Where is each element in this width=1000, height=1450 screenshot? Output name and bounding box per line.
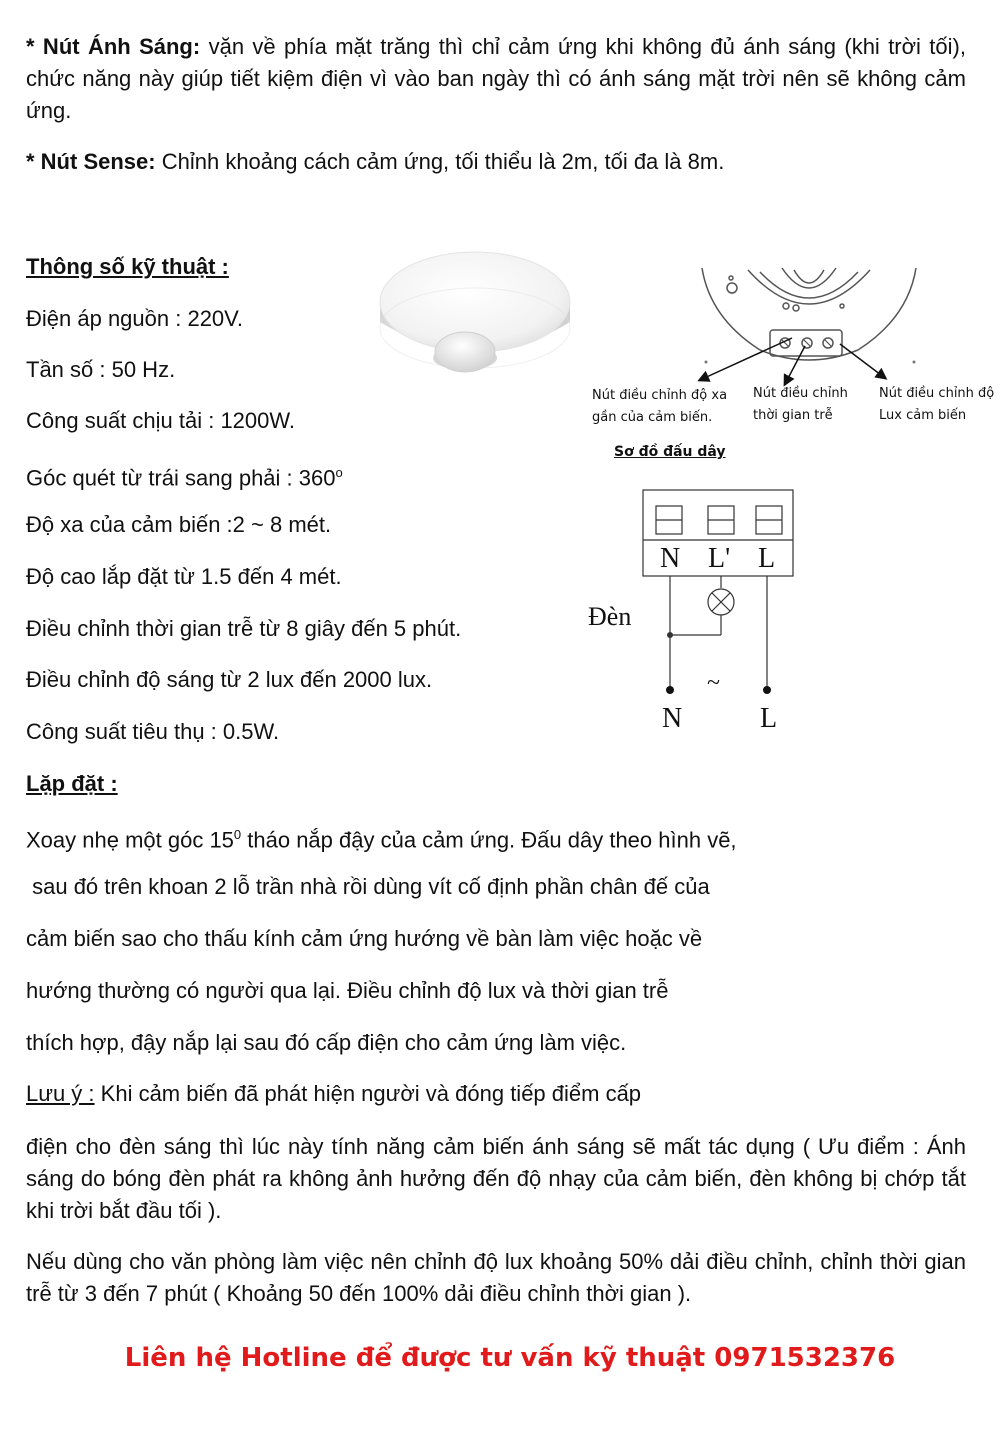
note-paragraph: điện cho đèn sáng thì lúc này tính năng cảm biến ánh sáng sẽ mất tác dụng ( Ưu điểm : Ánh sáng do bóng đèn phát ra không ảnh hưởng đến độ nhạy của cảm biến, đèn không bị chớp tắt khi trời bắt đầu tối ). — [26, 1134, 966, 1223]
install-line-4: hướng thường có người qua lại. Điều chỉnh độ lux và thời gian trễ — [26, 978, 669, 1003]
ac-symbol: ~ — [707, 670, 720, 696]
label-time-knob-line2: thời gian trễ — [753, 408, 833, 423]
office-tip-paragraph: Nếu dùng cho văn phòng làm việc nên chỉnh độ lux khoảng 50% dải điều chỉnh, chỉnh thời gian trễ từ 3 đến 7 phút ( Khoảng 50 đến 100% dải điều chỉnh thời gian ). — [26, 1249, 966, 1306]
wiring-diagram-title: Sơ đồ đấu dây — [614, 444, 726, 460]
label-sense-knob-line1: Nút điều chỉnh độ xa — [592, 388, 728, 403]
label-time-knob-line1: Nút điều chỉnh — [753, 386, 848, 401]
light-button-text: vặn về phía mặt trăng thì chỉ cảm ứng khi không đủ ánh sáng (khi trời tối), chức năng này giúp tiết kiệm điện vì vào ban ngày thì có ánh sáng mặt trời nên sẽ không cảm ứng. — [26, 34, 966, 123]
spec-voltage: Điện áp nguồn : 220V. — [26, 306, 243, 331]
sense-button-label: * Nút Sense: — [26, 149, 156, 174]
terminal-l-label: L — [758, 543, 776, 574]
spec-load: Công suất chịu tải : 1200W. — [26, 408, 296, 433]
terminal-n-label: N — [660, 543, 681, 574]
note-first-line-text: Khi cảm biến đã phát hiện người và đóng tiếp điểm cấp — [94, 1081, 642, 1106]
sense-button-text: Chỉnh khoảng cách cảm ứng, tối thiểu là 2m, tối đa là 8m. — [161, 149, 725, 174]
install-line-3: cảm biến sao cho thấu kính cảm ứng hướng về bàn làm việc hoặc về — [26, 926, 703, 951]
light-button-paragraph — [26, 31, 966, 127]
spec-angle-text: Góc quét từ trái sang phải : 360 — [26, 465, 336, 491]
light-button-label: * Nút Ánh Sáng: — [26, 34, 201, 59]
spec-lux: Điều chỉnh độ sáng từ 2 lux đến 2000 lux. — [26, 667, 433, 692]
label-time-knob — [753, 383, 848, 427]
terminal-l-prime-label: L' — [708, 543, 731, 574]
install-line-1-prefix: Xoay nhẹ một góc 15 — [26, 827, 234, 853]
hotline-contact: Liên hệ Hotline để được tư vấn kỹ thuật 0971532376 — [124, 1343, 896, 1373]
adjust-knob-arrows — [680, 330, 900, 390]
supply-n-label: N — [662, 703, 683, 734]
spec-range: Độ xa của cảm biến :2 ~ 8 mét. — [26, 512, 332, 537]
spec-angle-degree: o — [335, 465, 343, 480]
supply-l-label: L — [760, 703, 778, 734]
sense-button-paragraph — [26, 146, 966, 178]
label-sense-knob — [592, 385, 727, 429]
label-lux-knob-line1: Nút điều chỉnh độ — [879, 386, 995, 401]
install-line-1-suffix: tháo nắp đậy của cảm ứng. Đấu dây theo hình vẽ, — [241, 827, 737, 853]
spec-consumption: Công suất tiêu thụ : 0.5W. — [26, 719, 280, 744]
install-heading: Lặp đặt : — [26, 771, 118, 796]
specs-heading: Thông số kỹ thuật : — [26, 254, 229, 279]
install-line-5: thích hợp, đậy nắp lại sau đó cấp điện cho cảm ứng làm việc. — [26, 1030, 627, 1055]
spec-height: Độ cao lắp đặt từ 1.5 đến 4 mét. — [26, 564, 342, 589]
spec-delay: Điều chỉnh thời gian trễ từ 8 giây đến 5 phút. — [26, 616, 462, 641]
install-line-1 — [26, 819, 737, 856]
spec-frequency: Tần số : 50 Hz. — [26, 357, 176, 382]
install-degree: 0 — [233, 827, 242, 842]
sensor-product-image — [370, 240, 580, 390]
label-lux-knob — [879, 383, 994, 427]
label-lux-knob-line2: Lux cảm biến — [879, 408, 967, 423]
note-first-line — [26, 1078, 641, 1110]
label-sense-knob-line2: gần của cảm biến. — [592, 410, 713, 425]
spec-angle — [26, 457, 343, 494]
note-label: Lưu ý : — [26, 1081, 95, 1106]
install-line-2: sau đó trên khoan 2 lỗ trần nhà rồi dùng vít cố định phần chân đế của — [26, 874, 710, 899]
lamp-label: Đèn — [588, 602, 632, 631]
